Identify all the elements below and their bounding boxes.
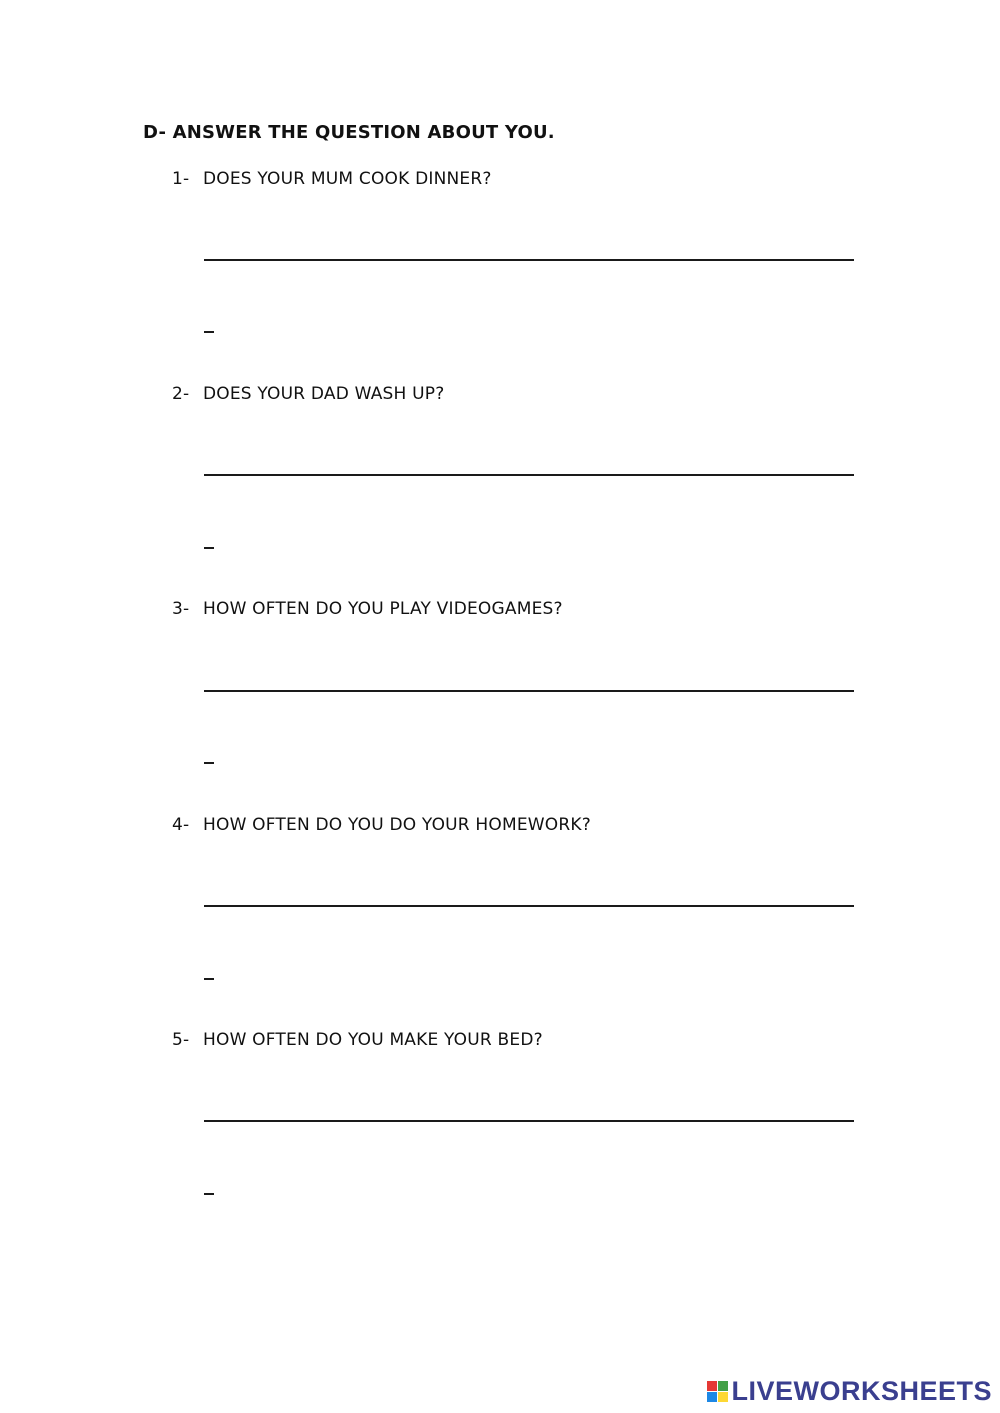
answer-line-1[interactable] — [204, 259, 854, 261]
answer-line-1-continuation[interactable] — [204, 331, 214, 333]
question-number: 3- — [172, 599, 190, 619]
answer-line-2[interactable] — [204, 474, 854, 476]
question-3 — [172, 599, 563, 619]
question-text: HOW OFTEN DO YOU PLAY VIDEOGAMES? — [203, 599, 563, 619]
answer-line-5-continuation[interactable] — [204, 1193, 214, 1195]
question-number: 5- — [172, 1030, 190, 1050]
question-number: 4- — [172, 815, 190, 835]
question-text: DOES YOUR MUM COOK DINNER? — [203, 169, 492, 189]
answer-line-2-continuation[interactable] — [204, 547, 214, 549]
question-text: HOW OFTEN DO YOU DO YOUR HOMEWORK? — [203, 815, 591, 835]
answer-line-4-continuation[interactable] — [204, 978, 214, 980]
question-5 — [172, 1030, 543, 1050]
logo-text: LIVEWORKSHEETS — [731, 1376, 992, 1406]
answer-line-4[interactable] — [204, 905, 854, 907]
logo-block-blue — [707, 1392, 717, 1402]
question-1 — [172, 169, 492, 189]
question-number: 2- — [172, 384, 190, 404]
logo-blocks-icon — [707, 1381, 728, 1402]
answer-line-5[interactable] — [204, 1120, 854, 1122]
logo-block-red — [707, 1381, 717, 1391]
answer-line-3[interactable] — [204, 690, 854, 692]
liveworksheets-logo — [707, 1376, 992, 1407]
question-4 — [172, 815, 591, 835]
logo-block-yellow — [718, 1392, 728, 1402]
question-text: HOW OFTEN DO YOU MAKE YOUR BED? — [203, 1030, 543, 1050]
worksheet-heading: D- ANSWER THE QUESTION ABOUT YOU. — [143, 122, 555, 143]
question-text: DOES YOUR DAD WASH UP? — [203, 384, 445, 404]
question-number: 1- — [172, 169, 190, 189]
logo-block-green — [718, 1381, 728, 1391]
question-2 — [172, 384, 444, 404]
answer-line-3-continuation[interactable] — [204, 762, 214, 764]
